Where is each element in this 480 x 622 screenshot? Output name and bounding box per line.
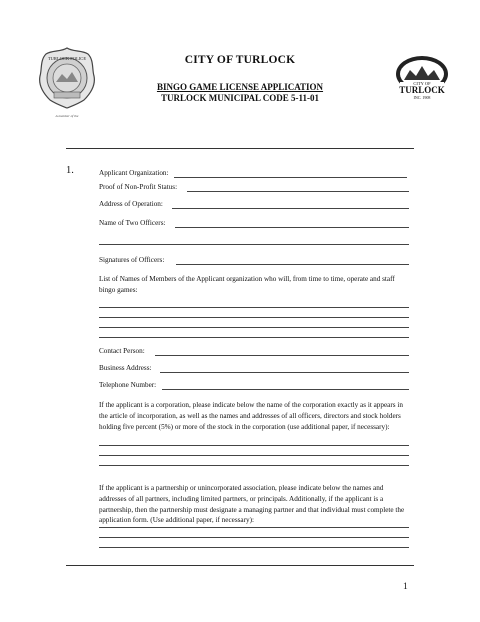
- address-operation-label: Address of Operation:: [99, 200, 163, 208]
- corporation-instructions: If the applicant is a corporation, please indicate below the name of the corporation exactly as it appears in the article of incorporation, as well as the names and addresses of all officers, directors and stock holders holding five percent (5%) or more of the stock in the corporation (use additional paper, if necessary):: [99, 401, 403, 431]
- address-operation-field[interactable]: [172, 208, 409, 209]
- form-title: BINGO GAME LICENSE APPLICATION: [156, 82, 324, 92]
- members-line[interactable]: [99, 327, 409, 328]
- seal-text: TURLOCK POLICE: [47, 56, 87, 61]
- business-address-field[interactable]: [160, 372, 409, 373]
- logo-inc-text: INC. 1908: [413, 95, 431, 100]
- partnership-line[interactable]: [99, 547, 409, 548]
- page-number: 1: [403, 582, 408, 592]
- contact-person-field[interactable]: [155, 355, 409, 356]
- partnership-line[interactable]: [99, 527, 409, 528]
- page-title: CITY OF TURLOCK: [184, 54, 296, 66]
- applicant-organization-label: Applicant Organization:: [99, 169, 169, 177]
- name-two-officers-label: Name of Two Officers:: [99, 219, 166, 227]
- contact-person-label: Contact Person:: [99, 347, 145, 355]
- officers-extra-line[interactable]: [99, 244, 409, 245]
- section-number: 1.: [66, 165, 74, 176]
- footer-divider: [66, 565, 414, 566]
- municipal-code: TURLOCK MUNICIPAL CODE 5-11-01: [160, 93, 320, 103]
- telephone-number-label: Telephone Number:: [99, 381, 157, 389]
- partnership-instructions: If the applicant is a partnership or unincorporated association, please indicate below the names and addresses of all partners, including limited partners, or principals. Additionally, if the applicant is a partnership, then the partnership must designate a managing partner and that individual must complete the application form. (Use additional paper, if necessary):: [99, 484, 405, 525]
- corporation-line[interactable]: [99, 465, 409, 466]
- name-two-officers-field[interactable]: [175, 227, 409, 228]
- corporation-line[interactable]: [99, 455, 409, 456]
- header-divider: [66, 148, 414, 149]
- members-line[interactable]: [99, 337, 409, 338]
- members-list-instructions: List of Names of Members of the Applicant organization who will, from time to time, operate and staff bingo games:: [99, 275, 395, 294]
- telephone-number-field[interactable]: [162, 389, 409, 390]
- seal-caption: A member of the: [55, 114, 79, 118]
- proof-non-profit-label: Proof of Non-Profit Status:: [99, 183, 178, 191]
- proof-non-profit-field[interactable]: [187, 191, 409, 192]
- partnership-line[interactable]: [99, 537, 409, 538]
- members-line[interactable]: [99, 307, 409, 308]
- applicant-organization-field[interactable]: [174, 177, 407, 178]
- business-address-label: Business Address:: [99, 364, 152, 372]
- signatures-officers-field[interactable]: [176, 264, 409, 265]
- logo-name-text: TURLOCK: [399, 85, 445, 95]
- members-line[interactable]: [99, 317, 409, 318]
- logo-city-text: CITY OF: [413, 81, 431, 86]
- signatures-officers-label: Signatures of Officers:: [99, 256, 165, 264]
- corporation-line[interactable]: [99, 445, 409, 446]
